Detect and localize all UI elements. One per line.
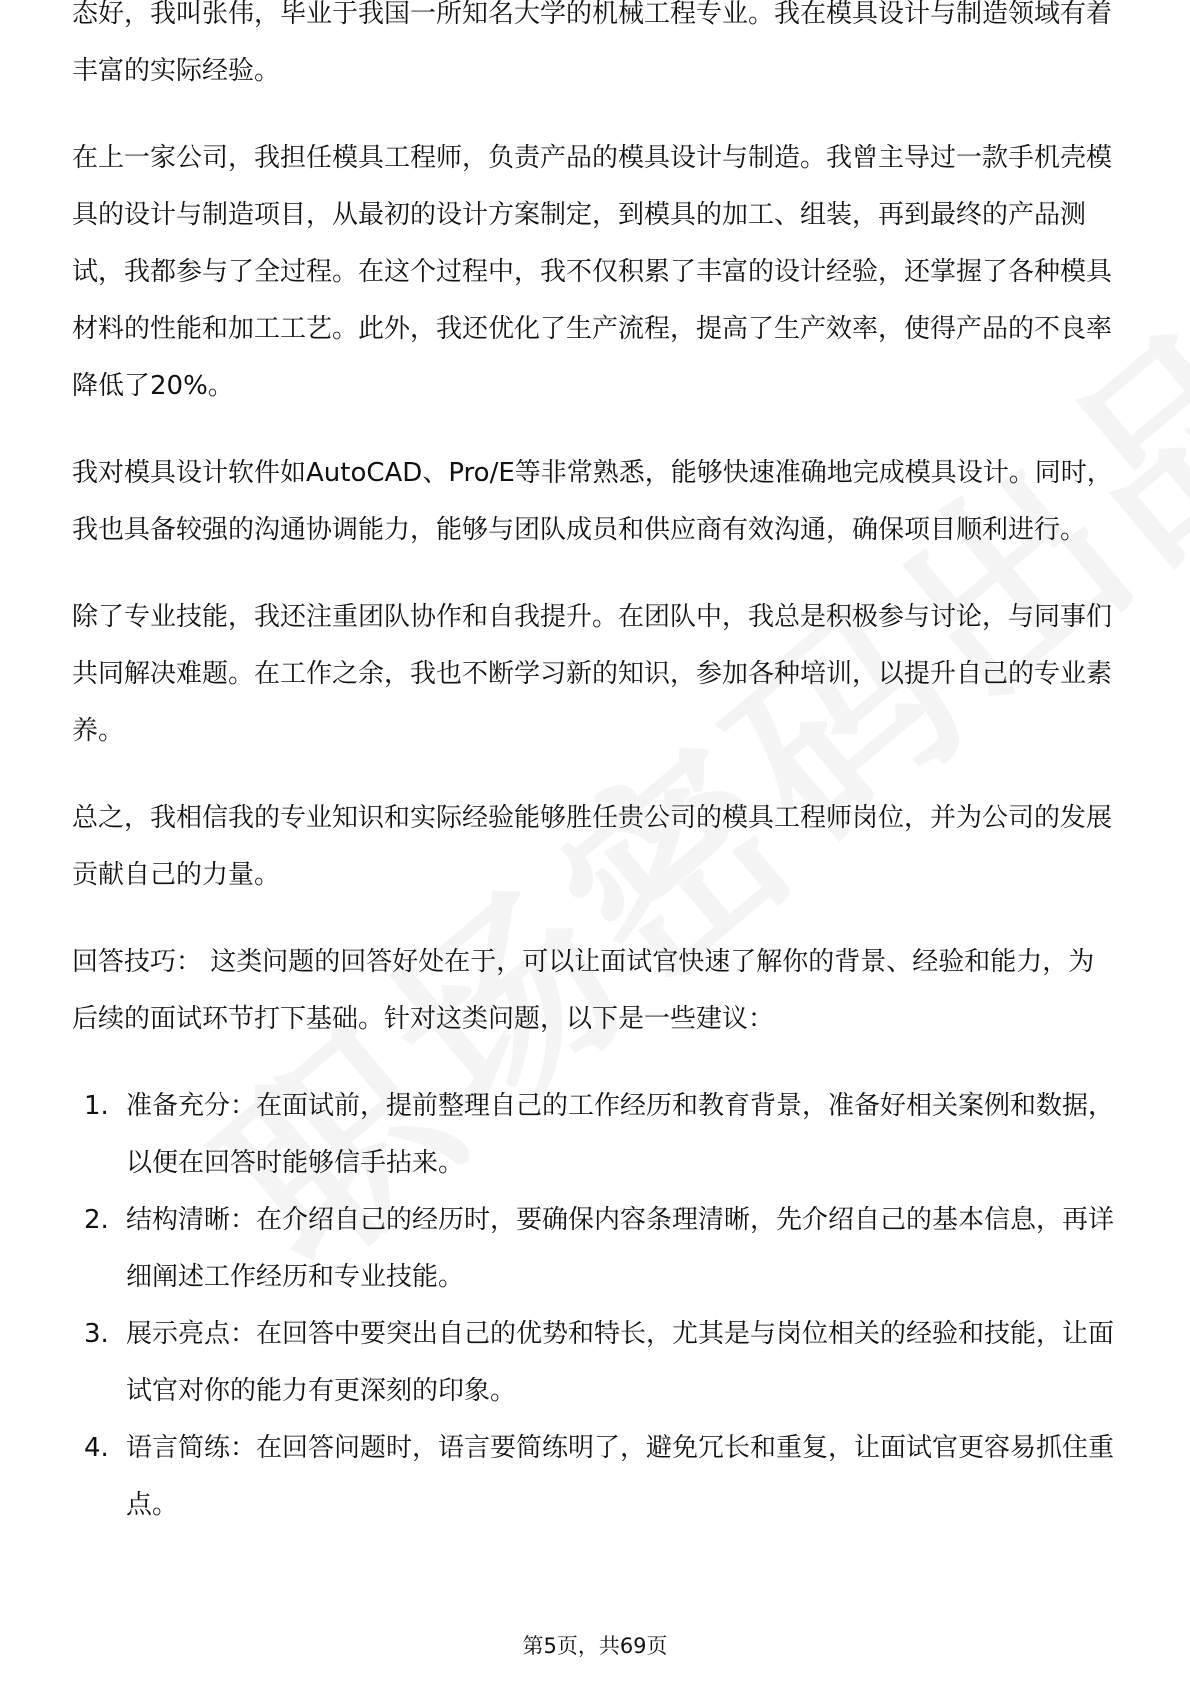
paragraph-previous-job: 在上一家公司，我担任模具工程师，负责产品的模具设计与制造。我曾主导过一款手机壳模具的设计与制造项目，从最初的设计方案制定，到模具的加工、组装，再到最终的产品测试，我都参与了全过程。在这个过程中，我不仅积累了丰富的设计经验，还掌握了各种模具材料的性能和加工工艺。此外，我还优化了生产流程，提高了生产效率，使得产品的不良率降低了20%。: [72, 143, 1113, 401]
list-item-text: 展示亮点：在回答中要突出自己的优势和特长，尤其是与岗位相关的经验和技能，让面试官对你的能力有更深刻的印象。: [126, 1319, 1115, 1406]
paragraph-intro-continued: 态好，我叫张伟，毕业于我国一所知名大学的机械工程专业。我在模具设计与制造领域有着丰富的实际经验。: [72, 0, 1113, 86]
paragraph-summary: 总之，我相信我的专业知识和实际经验能够胜任贵公司的模具工程师岗位，并为公司的发展贡献自己的力量。: [72, 803, 1113, 890]
paragraph-teamwork: 除了专业技能，我还注重团队协作和自我提升。在团队中，我总是积极参与讨论，与同事们共同解决难题。在工作之余，我也不断学习新的知识，参加各种培训，以提升自己的专业素养。: [72, 602, 1113, 746]
list-number: 3.: [84, 1319, 109, 1349]
list-item: [72, 1306, 1118, 1420]
list-item: [72, 1420, 1118, 1534]
tips-list: [72, 1078, 1118, 1534]
page-footer: 第5页，共69页: [522, 1634, 668, 1658]
list-item-text: 准备充分：在面试前，提前整理自己的工作经历和教育背景，准备好相关案例和数据，以便在回答时能够信手拈来。: [126, 1091, 1115, 1178]
list-item: [72, 1192, 1118, 1306]
page-content: [72, 0, 1118, 1534]
list-number: 1.: [84, 1091, 109, 1121]
list-item-text: 结构清晰：在介绍自己的经历时，要确保内容条理清晰，先介绍自己的基本信息，再详细阐述工作经历和专业技能。: [126, 1205, 1115, 1292]
list-item: [72, 1078, 1118, 1192]
list-number: 2.: [84, 1205, 109, 1235]
list-item-text: 语言简练：在回答问题时，语言要简练明了，避免冗长和重复，让面试官更容易抓住重点。: [126, 1433, 1115, 1520]
paragraph-answer-tips: 回答技巧： 这类问题的回答好处在于，可以让面试官快速了解你的背景、经验和能力，为后续的面试环节打下基础。针对这类问题，以下是一些建议：: [72, 947, 1095, 1034]
list-number: 4.: [84, 1433, 109, 1463]
paragraph-software-skills: 我对模具设计软件如AutoCAD、Pro/E等非常熟悉，能够快速准确地完成模具设计。同时，我也具备较强的沟通协调能力，能够与团队成员和供应商有效沟通，确保项目顺利进行。: [72, 458, 1113, 545]
